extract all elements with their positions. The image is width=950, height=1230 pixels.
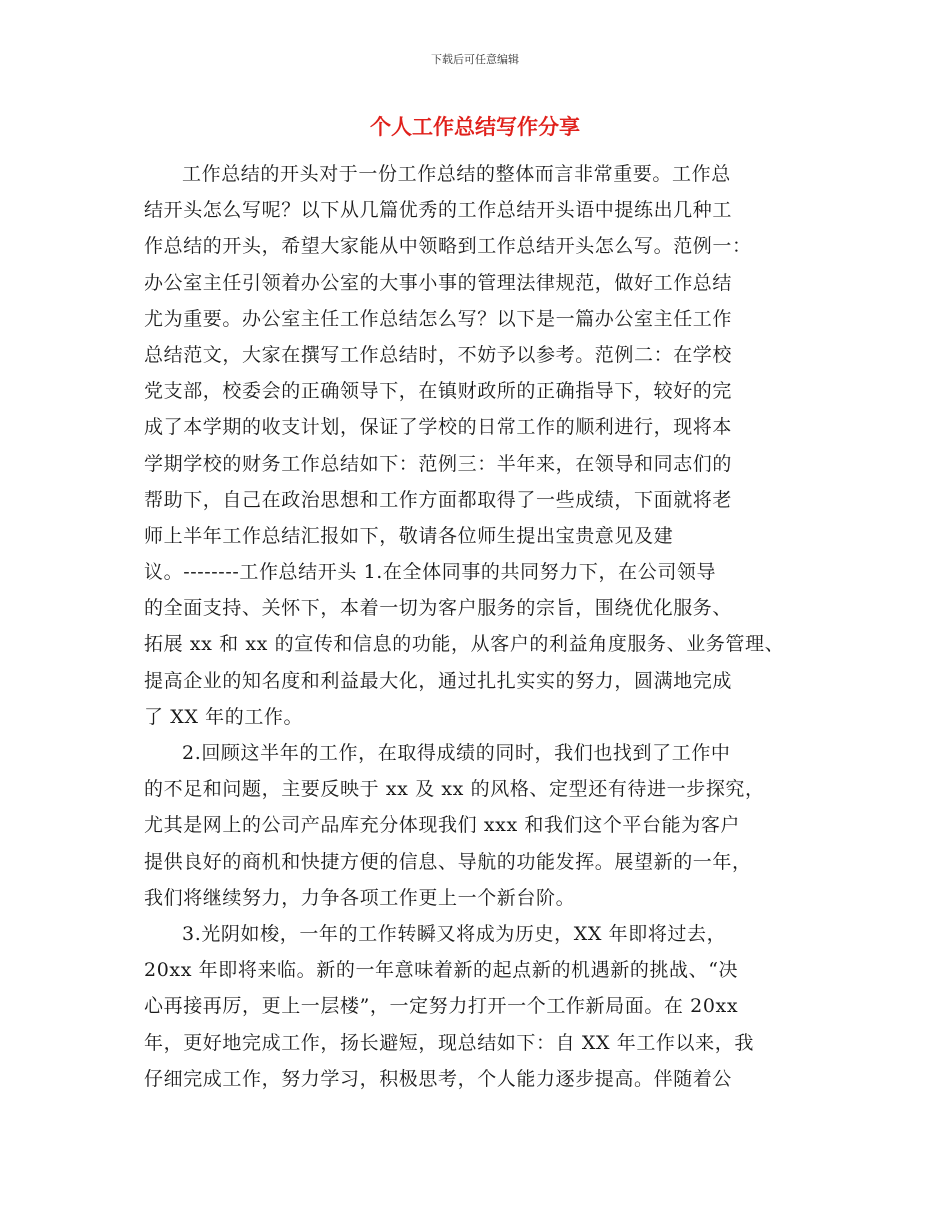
text-line: 提供良好的商机和快捷方便的信息、导航的功能发挥。展望新的一年， [144, 850, 752, 873]
text-line: 学期学校的财务工作总结如下：范例三：半年来，在领导和同志们的 [144, 452, 733, 475]
text-line: 仔细完成工作，努力学习，积极思考，个人能力逐步提高。伴随着公 [144, 1067, 733, 1090]
text-line: 3.光阴如梭，一年的工作转瞬又将成为历史，XX 年即将过去， [182, 922, 727, 945]
text-line: 尤为重要。办公室主任工作总结怎么写？以下是一篇办公室主任工作 [144, 307, 733, 330]
text-line: 的全面支持、关怀下，本着一切为客户服务的宗旨，围绕优化服务、 [144, 597, 733, 620]
text-line: 心再接再厉，更上一层楼”，一定努力打开一个工作新局面。在 20xx [144, 995, 739, 1018]
text-line: 尤其是网上的公司产品库充分体现我们 xxx 和我们这个平台能为客户 [144, 814, 741, 837]
text-line: 20xx 年即将来临。新的一年意味着新的起点新的机遇新的挑战、“决 [144, 959, 739, 982]
text-line: 办公室主任引领着办公室的大事小事的管理法律规范，做好工作总结 [144, 271, 733, 294]
text-line: 议。--------工作总结开头 1.在全体同事的共同努力下，在公司领导 [144, 561, 717, 584]
text-line: 年，更好地完成工作，扬长避短，现总结如下：自 XX 年工作以来，我 [144, 1031, 754, 1054]
text-line: 提高企业的知名度和利益最大化，通过扎扎实实的努力，圆满地完成 [144, 669, 733, 692]
text-line: 成了本学期的收支计划，保证了学校的日常工作的顺利进行，现将本 [144, 416, 733, 439]
text-line: 了 XX 年的工作。 [144, 705, 304, 728]
page-header-note: 下载后可任意编辑 [431, 53, 519, 66]
text-line: 工作总结的开头对于一份工作总结的整体而言非常重要。工作总 [182, 163, 731, 185]
text-line: 党支部，校委会的正确领导下，在镇财政所的正确指导下，较好的完 [144, 380, 733, 403]
text-line: 拓展 xx 和 xx 的宣传和信息的功能，从客户的利益角度服务、业务管理、 [144, 633, 785, 656]
text-line: 总结范文，大家在撰写工作总结时，不妨予以参考。范例二：在学校 [144, 343, 733, 366]
text-line: 作总结的开头，希望大家能从中领略到工作总结开头怎么写。范例一： [144, 235, 752, 258]
text-line: 的不足和问题，主要反映于 xx 及 xx 的风格、定型还有待进一步探究， [144, 778, 765, 801]
text-line: 师上半年工作总结汇报如下，敬请各位师生提出宝贵意见及建 [144, 524, 674, 547]
document-title: 个人工作总结写作分享 [370, 115, 580, 139]
text-line: 2.回顾这半年的工作，在取得成绩的同时，我们也找到了工作中 [182, 742, 731, 764]
document-body [144, 156, 834, 1097]
text-line: 帮助下，自己在政治思想和工作方面都取得了一些成绩，下面就将老 [144, 488, 733, 511]
text-line: 结开头怎么写呢？以下从几篇优秀的工作总结开头语中提练出几种工 [144, 199, 733, 222]
text-line: 我们将继续努力，力争各项工作更上一个新台阶。 [144, 886, 576, 909]
